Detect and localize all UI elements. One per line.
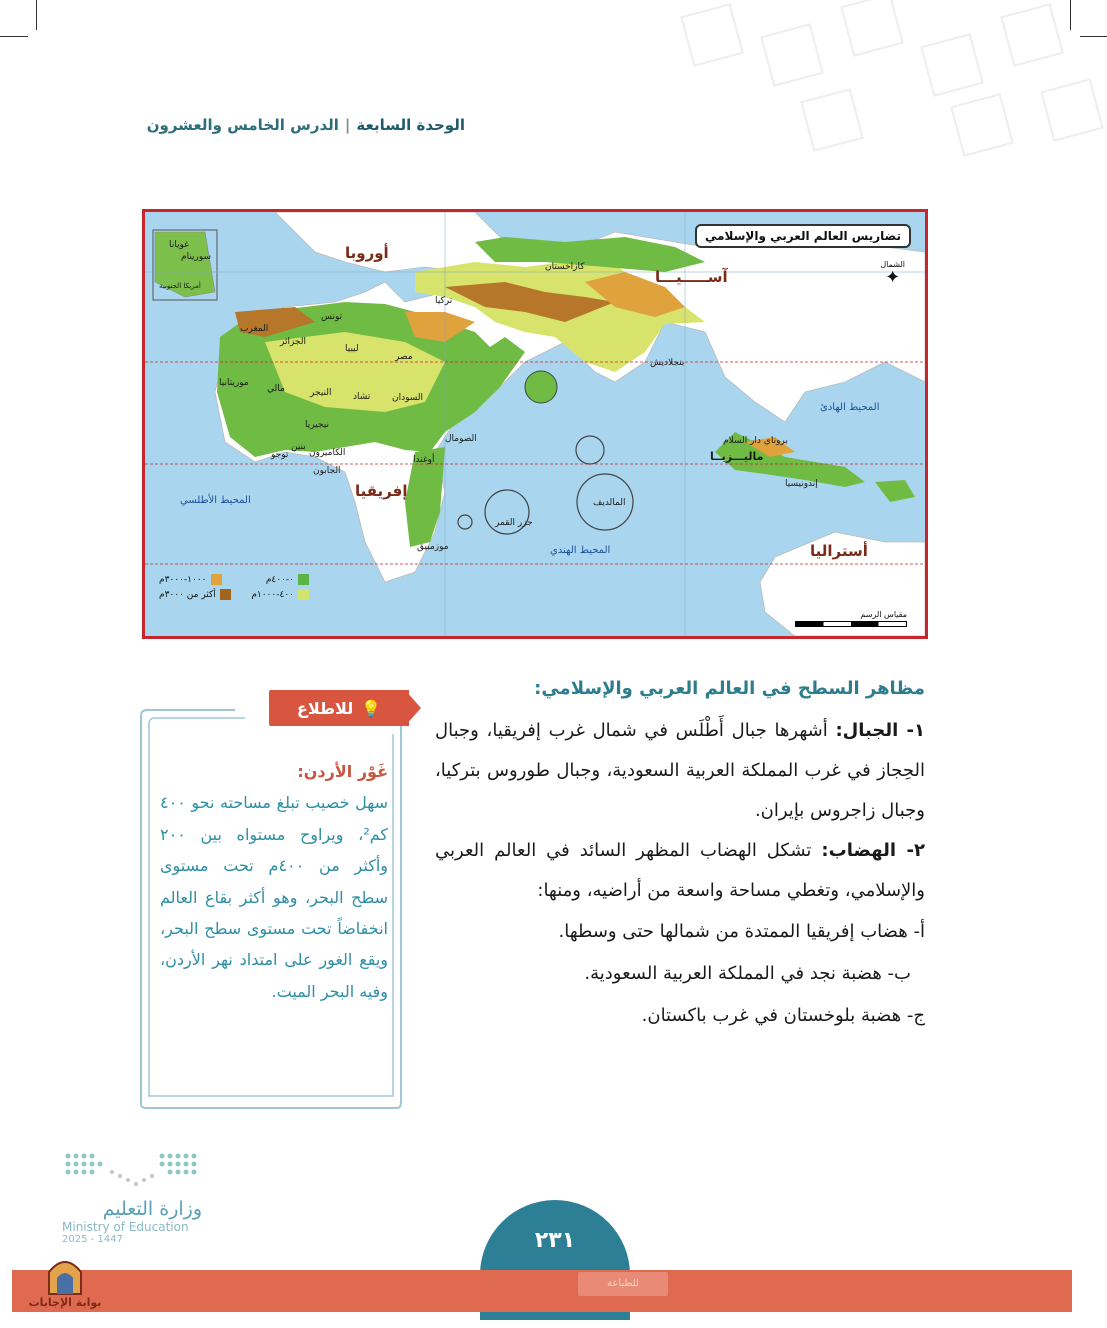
legend-swatch-0-400: [298, 574, 309, 585]
label-malaysia: ماليـــزيــا: [710, 450, 764, 463]
crop-mark: [0, 36, 28, 37]
legend-swatch-3000-plus: [220, 589, 231, 600]
label-algeria: الجزائر: [280, 337, 306, 347]
relief-map: [142, 209, 928, 639]
label-chad: تشاد: [353, 392, 371, 402]
side-content: [160, 756, 388, 1007]
page-header: [130, 116, 465, 134]
ministry-year: 2025 - 1447: [62, 1234, 123, 1245]
side-label: [255, 690, 409, 730]
compass-icon: ✦: [885, 267, 901, 288]
sub-item-a: أ- هضاب إفريقيا الممتدة من شمالها حتى وسطها.: [558, 921, 925, 942]
decorative-pattern: [627, 0, 1107, 160]
label-indian: المحيط الهندي: [550, 545, 611, 556]
side-heading: غَوْر الأردن:: [297, 762, 388, 781]
label-mali: مالي: [267, 384, 285, 394]
section-title: مظاهر السطح في العالم العربي والإسلامي:: [534, 678, 925, 699]
label-sudan: السودان: [392, 393, 424, 403]
keyword-plateaus: ٢- الهضاب:: [821, 840, 925, 861]
label-europe: أوروبا: [345, 244, 389, 262]
label-suriname: سورينام: [181, 252, 212, 262]
header-separator: |: [344, 116, 351, 134]
legend-swatch-400-1000: [298, 589, 309, 600]
legend-item: ٤٠٠-١٠٠٠م: [251, 589, 309, 600]
label-south-america: أمريكا الجنوبية: [159, 282, 201, 290]
label-guyana: غويانا: [169, 240, 189, 250]
text-plateaus: تشكل الهضاب المظهر السائد في العالم العربي والإسلامي، وتغطي مساحة واسعة من أراضيه، ومنها:: [435, 840, 925, 901]
page-number: ٢٣١: [534, 1228, 576, 1253]
sub-item-b: ب- هضبة نجد في المملكة العربية السعودية.: [584, 963, 911, 984]
compass: [880, 260, 905, 287]
ministry-logo: [62, 1150, 202, 1245]
legend-swatch-1000-3000: [211, 574, 222, 585]
label-tunisia: تونس: [321, 312, 343, 322]
label-pacific: المحيط الهادئ: [820, 402, 880, 413]
side-label-tab: [269, 690, 409, 726]
label-mauritania: موريتانيا: [219, 378, 249, 388]
sub-item-c: ج- هضبة بلوخستان في غرب باكستان.: [641, 1005, 925, 1026]
scale-label: مقياس الرسم: [860, 610, 907, 619]
paragraph-mountains: [435, 711, 925, 831]
label-cameroon: الكاميرون: [309, 448, 346, 458]
portal-name: بوابة الإجابات: [28, 1296, 102, 1309]
side-label-text: للاطلاع: [296, 698, 354, 718]
label-morocco: المغرب: [240, 324, 269, 334]
label-turkey: تركيا: [435, 296, 453, 306]
keyword-mountains: ١- الجبال:: [835, 720, 926, 741]
footer-bar: [12, 1270, 1072, 1312]
main-text: [435, 678, 925, 1037]
legend-item: أكثر من ٣٠٠٠م: [159, 589, 231, 600]
label-uganda: أوغندا: [413, 455, 435, 465]
label-mozambique: موزمبيق: [417, 542, 449, 552]
side-body: سهل خصيب تبلغ مساحته نحو ٤٠٠ كم²، ويراوح مستواه بين ٢٠٠ وأكثر من ٤٠٠م تحت مستوى سطح البحر، وهو أكثر بقاع العالم انخفاضاً تحت مستوى سطح البحر، ويقع الغور على امتداد نهر الأردن، وفيه البحر الميت.: [160, 793, 388, 1001]
portal-icon: [45, 1256, 85, 1296]
footer-small-tab: للطباعة: [578, 1272, 668, 1296]
legend-item: ٠-٤٠٠م: [266, 574, 309, 585]
crop-mark: [36, 0, 37, 30]
label-australia: أستراليا: [810, 542, 868, 560]
label-africa: إفريقيا: [355, 482, 408, 500]
label-somalia: الصومال: [445, 434, 477, 444]
paragraph-plateaus: [435, 831, 925, 911]
label-gabon: الجابون: [313, 466, 341, 476]
lightbulb-icon: 💡: [361, 698, 382, 718]
label-comoros: جزر القمر: [495, 518, 533, 528]
compass-label: الشمال: [880, 260, 905, 269]
map-legend: [159, 574, 309, 604]
text-mountains: أشهرها جبال أَطْلَس في شمال غرب إفريقيا، وجبال الحِجاز في غرب المملكة العربية السعودية، وجبال طوروس بتركيا، وجبال زاجروس بإيران.: [435, 720, 925, 821]
label-libya: ليبيا: [345, 344, 359, 354]
ministry-name-en: Ministry of Education: [62, 1220, 189, 1234]
label-atlantic: المحيط الأطلسي: [180, 495, 251, 506]
answers-portal-logo: [28, 1256, 102, 1309]
ministry-dots-icon: [62, 1150, 202, 1194]
label-benin: بنين: [291, 442, 306, 452]
map-scale: [795, 610, 907, 627]
label-nigeria: نيجيريا: [305, 420, 329, 430]
label-brunei: بروناي دار السلام: [723, 436, 788, 446]
label-kazakhstan: كازاخستان: [545, 262, 585, 272]
ministry-name-ar: وزارة التعليم: [102, 1198, 202, 1220]
map-title: تضاريس العالم العربي والإسلامي: [695, 224, 911, 248]
unit-title: الوحدة السابعة: [356, 116, 465, 134]
label-asia: آســـــيـــا: [655, 268, 728, 286]
map-graphic: [145, 212, 925, 636]
label-bangladesh: بنجلاديش: [650, 358, 685, 368]
scale-bar: [795, 621, 907, 627]
legend-item: ١٠٠٠-٣٠٠٠م: [159, 574, 222, 585]
label-indonesia: إندونيسيا: [785, 479, 818, 489]
label-niger: النيجر: [310, 388, 332, 398]
label-togo: توجو: [271, 450, 289, 460]
label-egypt: مصر: [395, 352, 413, 362]
lesson-title: الدرس الخامس والعشرون: [146, 116, 339, 134]
label-maldives: المالديف: [593, 498, 626, 508]
